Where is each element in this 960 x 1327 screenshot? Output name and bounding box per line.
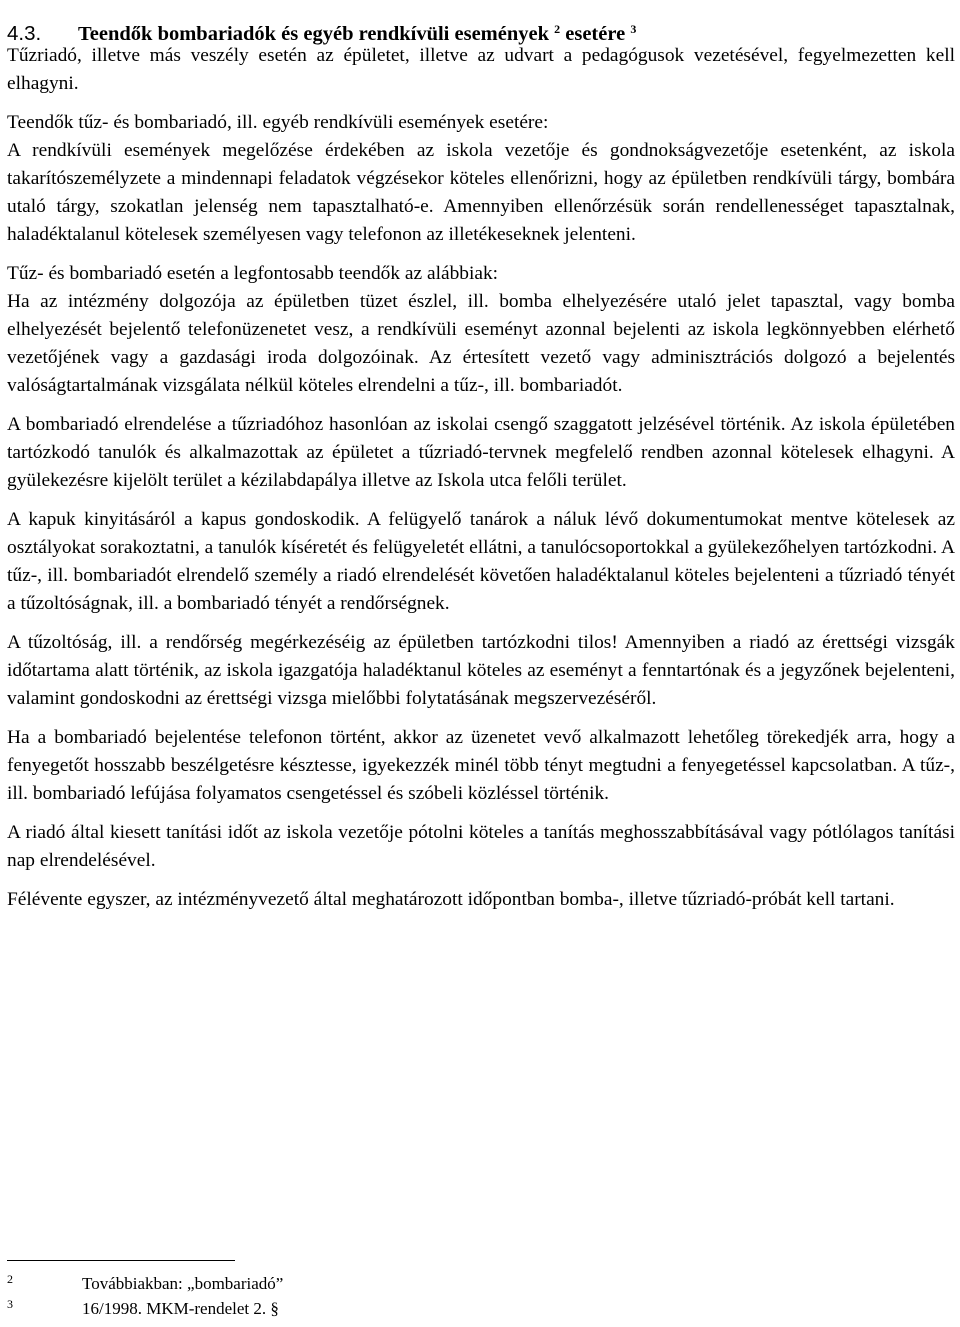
- paragraph-subheading: Teendők tűz- és bombariadó, ill. egyéb rendkívüli események esetére:: [7, 112, 549, 133]
- paragraph-alarm-signal: A bombariadó elrendelése a tűzriadóhoz hasonlóan az iskolai csengő szaggatott jelzésével történik. Az iskola épületében tartózkodó tanulók és alkalmazottak az épületet a tűzriadó-tervnek megfelelő rendben azonnal kötelesek elhagyni. A gyülekezésre kijelölt terület a kézilabdapálya illetve az Iskola utca felőli terület.: [7, 414, 955, 491]
- paragraph-gates: A kapuk kinyitásáról a kapus gondoskodik. A felügyelő tanárok a náluk lévő dokumentumokat mentve kötelesek az osztályokat sorakoztatni, a tanulók kíséretét és felügyeletét ellátni, a tanulócsoportokkal a gyülekezőhelyen tartózkodni. A tűz-, ill. bombariadót elrendelő személy a riadó elrendelését követően haladéktalanul köteles bejelenteni a tűzriadó tényét a tűzoltóságnak, ill. a bombariadó tényét a rendőrségnek.: [7, 509, 955, 614]
- paragraph-drill: Félévente egyszer, az intézményvezető által meghatározott időpontban bomba-, illetve tűzriadó-próbát kell tartani.: [7, 889, 895, 910]
- footnote-ref-3: 3: [630, 21, 637, 36]
- footnote-text: Továbbiakban: „bombariadó”: [82, 1274, 284, 1293]
- paragraph-phone: Ha a bombariadó bejelentése telefonon történt, akkor az üzenetet vevő alkalmazott lehetőleg törekedjék arra, hogy a fenyegetőt hosszabb beszélgetésre késztesse, igyekezzék minél több tényt megtudni a fenyegetéssel kapcsolatban. A tűz-, ill. bombariadó lefújása folyamatos csengetéssel és szóbeli közléssel történik.: [7, 727, 955, 804]
- footnote-3: 3 16/1998. MKM-rendelet 2. §: [7, 1297, 279, 1318]
- footnote-2: 2 Továbbiakban: „bombariadó”: [7, 1272, 284, 1293]
- paragraph-detection: Ha az intézmény dolgozója az épületben tüzet észlel, ill. bomba elhelyezésére utaló jelet tapasztal, vagy bomba elhelyezését bejelentő telefonüzenetet vesz, a rendkívüli eseményt azonnal bejelenti az iskola legkönnyebben elérhető vezetőjének vagy a gazdasági iroda dolgozóinak. Az értesített vezető vagy adminisztrációs dolgozó a bejelentés valóságtartalmának vizsgálata nélkül köteles elrendelni a tűz-, ill. bombariadót.: [7, 291, 955, 396]
- paragraph-intro: Tűzriadó, illetve más veszély esetén az épületet, illetve az udvart a pedagógusok vezetésével, fegyelmezetten kell elhagyni.: [7, 45, 955, 94]
- paragraph-key-tasks: Tűz- és bombariadó esetén a legfontosabb teendők az alábbiak:: [7, 263, 499, 284]
- section-number: 4.3.: [7, 21, 42, 45]
- paragraph-lost-time: A riadó által kiesett tanítási időt az iskola vezetője pótolni köteles a tanítás meghosszabbításával vagy pótlólagos tanítási nap elrendelésével.: [7, 822, 955, 871]
- section-title-end: esetére: [565, 22, 626, 45]
- paragraph-prevention: A rendkívüli események megelőzése érdekében az iskola vezetője és gondnokságvezetője esetenként, az iskola takarítószemélyzete a mindennapi feladatok végzésekor köteles ellenőrizni, hogy az épületben rendkívüli tárgy, bombára utaló tárgy, szokatlan jelenség nem tapasztalható-e. Amennyiben ellenőrzésük során rendellenességet tapasztalnak, haladéktalanul kötelesek személyesen vagy telefonon az illetékeseknek jelenteni.: [7, 140, 955, 245]
- paragraph-arrival: A tűzoltóság, ill. a rendőrség megérkezéséig az épületben tartózkodni tilos! Amennyiben a riadó az érettségi vizsgák időtartama alatt történik, az iskola igazgatója haladéktanul köteles az eseményt a fenntartónak és a jegyzőnek bejelenteni, valamint gondoskodni az érettségi vizsga mielőbbi folytatásának megszervezéséről.: [7, 632, 955, 709]
- footnote-text: 16/1998. MKM-rendelet 2. §: [82, 1299, 279, 1318]
- footnote-separator: [7, 1260, 235, 1261]
- section-title: Teendők bombariadók és egyéb rendkívüli események: [78, 22, 549, 45]
- footnote-ref-2: 2: [554, 21, 561, 36]
- document-body: [7, 42, 955, 925]
